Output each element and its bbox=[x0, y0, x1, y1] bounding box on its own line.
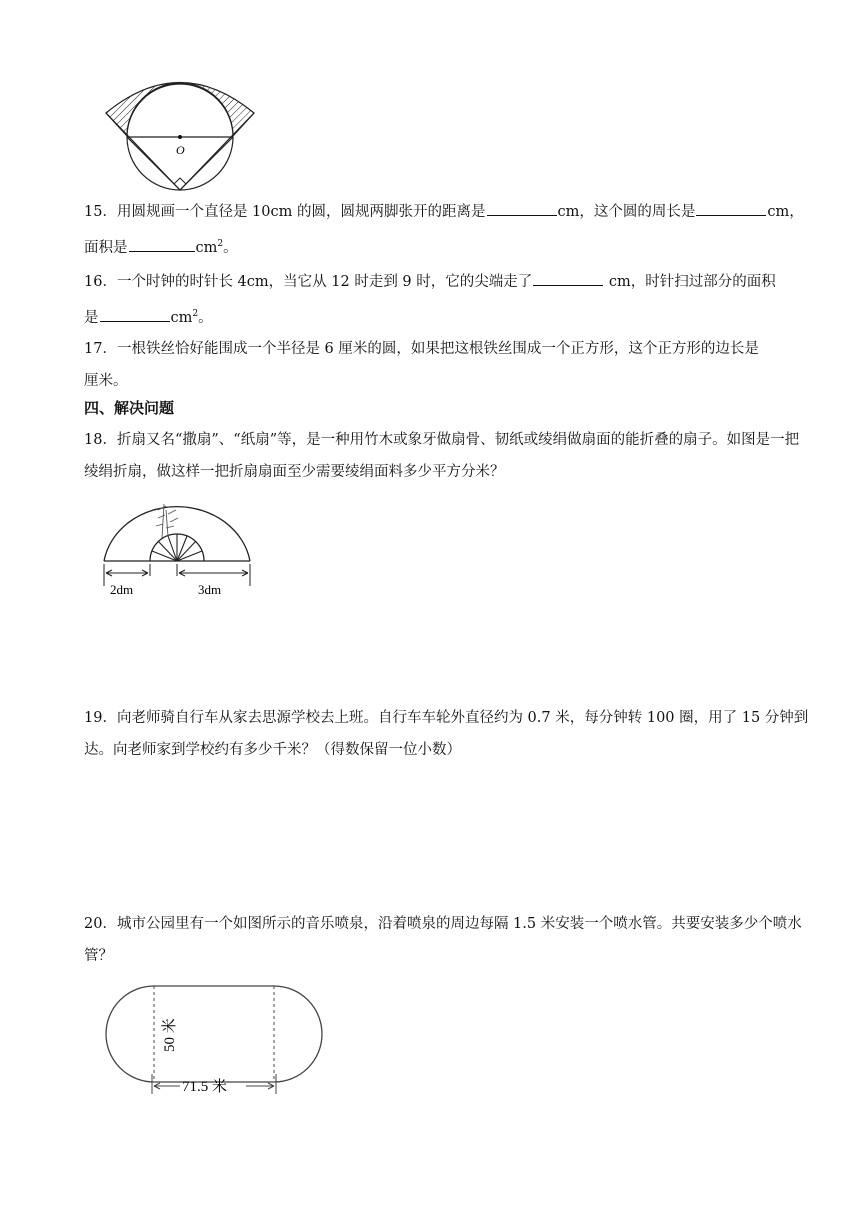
circle-figure bbox=[100, 70, 260, 192]
question-20: 20．城市公园里有一个如图所示的音乐喷泉，沿着喷泉的周边每隔 1.5 米安装一个喷水管。共要安装多少个喷水管？ bbox=[84, 916, 802, 964]
question-17: 17．一根铁丝恰好能围成一个半径是 6 厘米的圆，如果把这根铁丝围成一个正方形，这个正方形的边长是 厘米。 bbox=[84, 341, 759, 389]
dim-label-right: 3dm bbox=[198, 582, 222, 597]
question-number: 19． bbox=[84, 710, 117, 726]
question-number: 16． bbox=[84, 274, 117, 290]
height-label: 50 米 bbox=[162, 1018, 178, 1052]
question-number: 20． bbox=[84, 916, 117, 932]
question-19: 19．向老师骑自行车从家去思源学校去上班。自行车车轮外直径约为 0.7 米，每分钟转 100 圈，用了 15 分钟到达。向老师家到学校约有多少千米？（得数保留一位小数） bbox=[84, 710, 809, 758]
question-18: 18．折扇又名“撒扇”、“纸扇”等，是一种用竹木或象牙做扇骨、韧纸或绫绢做扇面的能折叠的扇子。如图是一把绫绢折扇，做这样一把折扇扇面至少需要绫绢面料多少平方分米？ bbox=[84, 432, 800, 480]
answer-blank[interactable] bbox=[696, 199, 766, 216]
center-label: O bbox=[176, 143, 185, 157]
question-number: 15． bbox=[84, 204, 117, 220]
answer-blank[interactable] bbox=[100, 305, 170, 322]
dim-label-left: 2dm bbox=[110, 582, 134, 597]
question-16: 16．一个时钟的时针长 4cm，当它从 12 时走到 9 时，它的尖端走了 cm，时针扫过部分的面积 是 $cm^2$。 bbox=[84, 266, 810, 334]
question-15: 15．用圆规画一个直径是 10cm 的圆，圆规两脚张开的距离是 cm，这个圆的周长是 cm， 面积是 $cm^2$。 bbox=[84, 196, 810, 264]
width-label: 71.5 米 bbox=[182, 1079, 228, 1094]
fountain-figure bbox=[104, 982, 326, 1094]
section-heading: 四、解决问题 bbox=[84, 399, 175, 417]
center-point bbox=[178, 135, 182, 139]
question-number: 17． bbox=[84, 341, 117, 357]
question-number: 18． bbox=[84, 432, 117, 448]
bamboo-decoration bbox=[156, 504, 178, 538]
answer-blank[interactable] bbox=[533, 269, 603, 286]
fan-figure bbox=[100, 496, 256, 600]
answer-blank[interactable] bbox=[487, 199, 557, 216]
fountain-outline bbox=[106, 986, 322, 1082]
answer-blank[interactable] bbox=[129, 235, 195, 252]
